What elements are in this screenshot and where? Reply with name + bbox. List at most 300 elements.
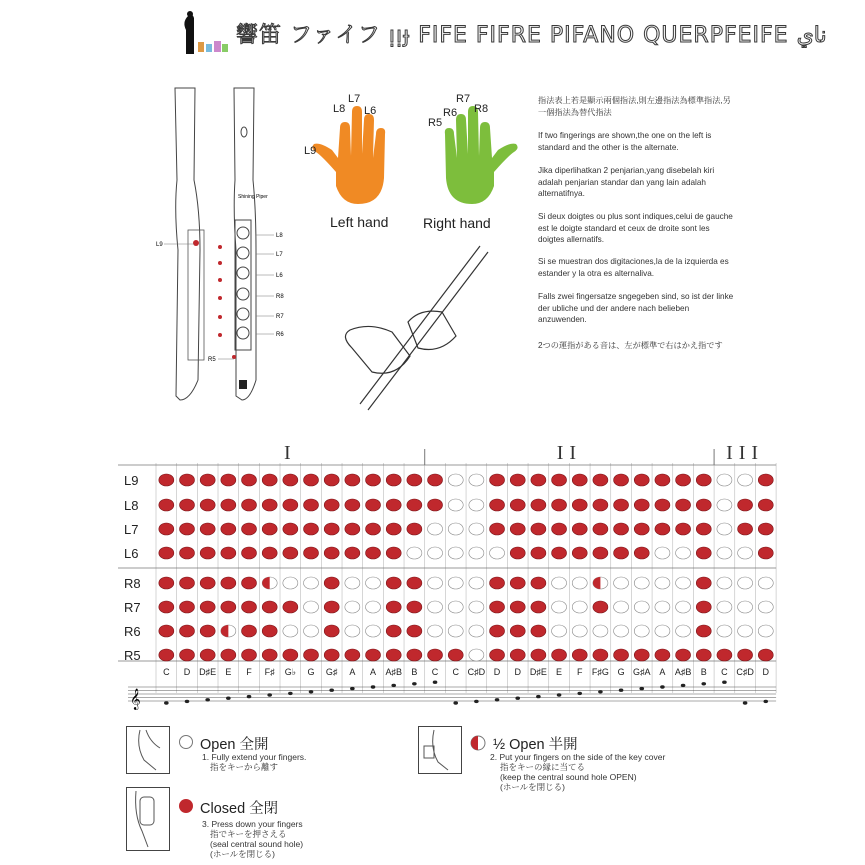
closed-hole bbox=[510, 625, 525, 637]
closed-hole bbox=[345, 547, 360, 559]
closed-hole bbox=[593, 499, 608, 511]
banner-title: 響笛 ファイフ ᴉᴉɟ FIFE FIFRE PIFANO QUERPFEIFE ناي bbox=[236, 23, 827, 48]
closed-hole bbox=[655, 649, 670, 661]
closed-hole bbox=[531, 577, 546, 589]
open-hole bbox=[738, 474, 753, 486]
closed-hole bbox=[221, 601, 236, 613]
note-label: G♯ bbox=[325, 667, 338, 677]
note-japanese: 2つの運指がある音は、左が標準で右はかえ指です bbox=[538, 341, 723, 350]
closed-hole bbox=[324, 547, 339, 559]
open-symbol-icon bbox=[179, 735, 193, 749]
closed-hole bbox=[386, 499, 401, 511]
staff-note bbox=[288, 692, 293, 695]
closed-hole bbox=[696, 625, 711, 637]
closed-hole bbox=[552, 474, 567, 486]
open-hole bbox=[448, 499, 463, 511]
closed-hole bbox=[593, 474, 608, 486]
closed-hole bbox=[200, 523, 215, 535]
open-hole bbox=[593, 625, 608, 637]
open-hole bbox=[614, 577, 629, 589]
open-hole bbox=[758, 577, 773, 589]
note-label: F♯ bbox=[264, 667, 275, 677]
closed-hole bbox=[180, 547, 195, 559]
closed-hole bbox=[242, 649, 257, 661]
staff-note bbox=[474, 700, 479, 703]
open-hole bbox=[428, 601, 443, 613]
closed-hole bbox=[345, 523, 360, 535]
staff-note bbox=[577, 692, 582, 695]
closed-hole bbox=[490, 625, 505, 637]
open-hole bbox=[469, 523, 484, 535]
closed-hole bbox=[345, 649, 360, 661]
closed-hole bbox=[593, 547, 608, 559]
closed-hole bbox=[696, 601, 711, 613]
note-label: D bbox=[493, 667, 501, 677]
note-label: F♯G bbox=[591, 667, 609, 677]
note-label: E bbox=[225, 667, 232, 677]
staff-note bbox=[309, 690, 314, 693]
staff-note bbox=[164, 701, 169, 704]
staff-note bbox=[433, 681, 438, 684]
closed-hole bbox=[407, 601, 422, 613]
closed-hole bbox=[180, 523, 195, 535]
closed-hole bbox=[696, 499, 711, 511]
open-hole bbox=[655, 601, 670, 613]
closed-hole bbox=[283, 601, 298, 613]
open-hole bbox=[469, 625, 484, 637]
staff-note bbox=[763, 700, 768, 703]
open-hole bbox=[758, 601, 773, 613]
open-hole bbox=[552, 601, 567, 613]
staff-note bbox=[536, 695, 541, 698]
open-hole bbox=[676, 625, 691, 637]
closed-hole bbox=[386, 474, 401, 486]
closed-hole bbox=[180, 499, 195, 511]
open-hole bbox=[614, 601, 629, 613]
closed-hole bbox=[510, 523, 525, 535]
open-hole bbox=[469, 474, 484, 486]
closed-hole bbox=[262, 547, 277, 559]
open-hole bbox=[469, 601, 484, 613]
closed-hole bbox=[386, 577, 401, 589]
closed-hole bbox=[345, 474, 360, 486]
closed-finger-icon bbox=[126, 787, 170, 851]
closed-hole bbox=[510, 601, 525, 613]
fingering-chart bbox=[118, 435, 770, 715]
closed-hole bbox=[221, 523, 236, 535]
note-label: D♯E bbox=[529, 667, 547, 677]
closed-hole bbox=[510, 577, 525, 589]
treble-clef-icon: 𝄞 bbox=[130, 689, 141, 710]
closed-hole bbox=[448, 649, 463, 661]
closed-hole bbox=[407, 474, 422, 486]
closed-hole bbox=[407, 577, 422, 589]
closed-hole bbox=[283, 523, 298, 535]
finger-label-r7: R7 bbox=[456, 93, 471, 105]
staff-note bbox=[267, 693, 272, 696]
closed-desc-3: (seal central sound hole) bbox=[210, 839, 304, 849]
closed-hole bbox=[242, 601, 257, 613]
open-hole bbox=[634, 601, 649, 613]
finger-label-l7: L7 bbox=[348, 93, 361, 105]
note-label: A bbox=[659, 667, 666, 677]
title-banner bbox=[172, 8, 827, 56]
open-hole bbox=[614, 625, 629, 637]
half-hole bbox=[593, 577, 601, 589]
open-hole bbox=[552, 625, 567, 637]
closed-hole bbox=[614, 474, 629, 486]
open-hole bbox=[738, 547, 753, 559]
note-label: D bbox=[514, 667, 521, 677]
closed-hole bbox=[531, 625, 546, 637]
open-hole bbox=[676, 601, 691, 613]
staff-note bbox=[557, 693, 562, 696]
closed-hole bbox=[324, 577, 339, 589]
staff-note bbox=[226, 697, 231, 700]
closed-hole bbox=[696, 649, 711, 661]
closed-hole bbox=[490, 649, 505, 661]
closed-hole bbox=[242, 499, 257, 511]
open-hole bbox=[655, 547, 670, 559]
staff-note bbox=[743, 701, 748, 704]
closed-hole bbox=[407, 523, 422, 535]
finger-label-r5: R5 bbox=[428, 117, 443, 129]
staff-note bbox=[329, 689, 334, 692]
closed-hole bbox=[428, 474, 443, 486]
label-r5: R5 bbox=[208, 357, 216, 363]
section-label: I bbox=[284, 442, 297, 464]
half-desc-4: (ホールを閉じる) bbox=[500, 782, 565, 792]
staff-note bbox=[350, 687, 355, 690]
note-label: G bbox=[617, 667, 625, 677]
closed-hole bbox=[180, 474, 195, 486]
row-label: L6 bbox=[124, 546, 139, 561]
note-label: B bbox=[700, 667, 707, 677]
half-desc-3: (keep the central sound hole OPEN) bbox=[500, 772, 637, 782]
label-r7: R7 bbox=[276, 314, 284, 320]
section-label: III bbox=[726, 442, 765, 464]
note-label: A bbox=[370, 667, 377, 677]
closed-hole bbox=[655, 474, 670, 486]
closed-hole bbox=[696, 577, 711, 589]
closed-hole bbox=[345, 499, 360, 511]
closed-hole bbox=[283, 649, 298, 661]
open-hole bbox=[738, 625, 753, 637]
closed-hole bbox=[614, 499, 629, 511]
note-label: F bbox=[246, 667, 252, 677]
closed-hole bbox=[490, 601, 505, 613]
half-desc-1: 2. Put your fingers on the side of the key cover bbox=[490, 752, 666, 762]
staff-note bbox=[247, 695, 252, 698]
staff-note bbox=[495, 698, 500, 701]
open-hole bbox=[655, 577, 670, 589]
row-label: L9 bbox=[124, 473, 139, 488]
left-hand-icon bbox=[312, 106, 385, 204]
note-label: G♭ bbox=[284, 667, 296, 677]
open-hole bbox=[428, 523, 443, 535]
closed-hole bbox=[366, 474, 381, 486]
open-hole bbox=[655, 625, 670, 637]
closed-hole bbox=[758, 499, 773, 511]
closed-hole bbox=[758, 649, 773, 661]
closed-hole bbox=[200, 474, 215, 486]
open-hole bbox=[448, 523, 463, 535]
open-hole bbox=[448, 474, 463, 486]
closed-hole bbox=[386, 649, 401, 661]
open-desc-1: 1. Fully extend your fingers. bbox=[202, 752, 307, 762]
closed-desc-2: 指でキーを押さえる bbox=[210, 829, 287, 839]
label-l8: L8 bbox=[276, 233, 283, 239]
closed-hole bbox=[262, 601, 277, 613]
note-label: G bbox=[307, 667, 315, 677]
open-hole bbox=[407, 547, 422, 559]
closed-hole bbox=[490, 474, 505, 486]
staff-note bbox=[722, 681, 727, 684]
closed-hole bbox=[572, 474, 587, 486]
closed-hole bbox=[159, 547, 174, 559]
note-spanish: Si se muestran dos digitaciones,la de la izquierda es estander y la otra es alternaliva. bbox=[538, 257, 729, 278]
closed-hole bbox=[552, 649, 567, 661]
closed-hole bbox=[738, 649, 753, 661]
closed-hole bbox=[510, 499, 525, 511]
open-hole bbox=[469, 547, 484, 559]
open-hole bbox=[634, 625, 649, 637]
closed-hole bbox=[221, 474, 236, 486]
closed-hole bbox=[634, 499, 649, 511]
open-hole bbox=[758, 625, 773, 637]
staff-note bbox=[371, 685, 376, 688]
closed-hole bbox=[758, 523, 773, 535]
closed-hole bbox=[366, 499, 381, 511]
open-hole bbox=[717, 523, 732, 535]
closed-hole bbox=[242, 577, 257, 589]
closed-hole bbox=[262, 625, 277, 637]
open-hole bbox=[304, 625, 319, 637]
note-german: Falls zwei fingersatze sngegeben sind, so ist der linke der ubliche und der andere nach belieben anzuwenden. bbox=[538, 292, 734, 324]
closed-hole bbox=[490, 499, 505, 511]
section-label: II bbox=[556, 442, 583, 464]
closed-hole bbox=[572, 523, 587, 535]
cat-silhouette-icon bbox=[172, 8, 232, 56]
note-label: C bbox=[452, 667, 459, 677]
closed-hole bbox=[531, 547, 546, 559]
closed-hole bbox=[366, 649, 381, 661]
note-label: D bbox=[183, 667, 191, 677]
closed-hole bbox=[386, 601, 401, 613]
half-open-title: ½ Open 半開 bbox=[493, 737, 578, 753]
half-finger-icon bbox=[418, 726, 462, 774]
note-label: E bbox=[556, 667, 563, 677]
closed-hole bbox=[242, 547, 257, 559]
closed-hole bbox=[200, 649, 215, 661]
closed-hole bbox=[428, 499, 443, 511]
closed-hole bbox=[510, 547, 525, 559]
closed-hole bbox=[221, 547, 236, 559]
right-hand-icon bbox=[445, 106, 518, 204]
closed-hole bbox=[676, 474, 691, 486]
closed-hole bbox=[304, 649, 319, 661]
closed-hole bbox=[180, 601, 195, 613]
open-hole bbox=[283, 625, 298, 637]
closed-hole bbox=[262, 474, 277, 486]
open-hole bbox=[283, 577, 298, 589]
closed-hole bbox=[552, 499, 567, 511]
closed-hole bbox=[242, 625, 257, 637]
closed-hole bbox=[200, 577, 215, 589]
closed-hole bbox=[159, 577, 174, 589]
closed-hole bbox=[283, 474, 298, 486]
closed-hole bbox=[572, 649, 587, 661]
finger-label-l9: L9 bbox=[304, 145, 317, 157]
closed-hole bbox=[428, 649, 443, 661]
closed-hole bbox=[366, 523, 381, 535]
staff-note bbox=[660, 685, 665, 688]
closed-hole bbox=[200, 625, 215, 637]
closed-hole bbox=[283, 499, 298, 511]
fife-diagram bbox=[150, 80, 300, 410]
closed-hole bbox=[717, 649, 732, 661]
staff-note bbox=[598, 690, 603, 693]
closed-hole bbox=[324, 625, 339, 637]
open-hole bbox=[448, 601, 463, 613]
closed-hole bbox=[221, 649, 236, 661]
note-label: C bbox=[721, 667, 728, 677]
closed-hole bbox=[490, 577, 505, 589]
closed-hole bbox=[696, 547, 711, 559]
closed-hole bbox=[324, 601, 339, 613]
open-finger-icon bbox=[126, 726, 170, 774]
closed-hole bbox=[262, 499, 277, 511]
label-l6: L6 bbox=[276, 273, 283, 279]
closed-hole bbox=[324, 499, 339, 511]
open-hole bbox=[428, 547, 443, 559]
closed-hole bbox=[634, 523, 649, 535]
open-hole bbox=[469, 499, 484, 511]
player-hands-fife-icon bbox=[345, 246, 488, 410]
open-hole bbox=[304, 577, 319, 589]
closed-hole bbox=[552, 523, 567, 535]
closed-hole bbox=[407, 649, 422, 661]
closed-hole bbox=[614, 523, 629, 535]
open-hole bbox=[572, 601, 587, 613]
staff-note bbox=[412, 682, 417, 685]
closed-hole bbox=[324, 523, 339, 535]
closed-hole bbox=[159, 601, 174, 613]
open-hole bbox=[428, 577, 443, 589]
staff-note bbox=[701, 682, 706, 685]
closed-hole bbox=[738, 523, 753, 535]
closed-hole bbox=[159, 474, 174, 486]
open-hole bbox=[366, 625, 381, 637]
row-label: R5 bbox=[124, 648, 141, 663]
open-hole bbox=[448, 625, 463, 637]
closed-hole bbox=[758, 474, 773, 486]
closed-hole bbox=[159, 625, 174, 637]
open-hole bbox=[428, 625, 443, 637]
staff-note bbox=[205, 698, 210, 701]
closed-hole bbox=[242, 523, 257, 535]
finger-label-l8: L8 bbox=[333, 103, 346, 115]
open-hole bbox=[676, 547, 691, 559]
closed-hole bbox=[614, 547, 629, 559]
closed-hole bbox=[676, 523, 691, 535]
hands-diagram bbox=[300, 86, 530, 416]
closed-hole bbox=[221, 577, 236, 589]
open-hole bbox=[448, 547, 463, 559]
half-hole bbox=[262, 577, 270, 589]
closed-hole bbox=[593, 601, 608, 613]
closed-hole bbox=[634, 474, 649, 486]
open-hole bbox=[552, 577, 567, 589]
open-hole bbox=[366, 577, 381, 589]
finger-label-r8: R8 bbox=[474, 103, 489, 115]
row-label: R6 bbox=[124, 624, 141, 639]
open-hole bbox=[717, 625, 732, 637]
open-hole bbox=[345, 625, 360, 637]
closed-hole bbox=[490, 523, 505, 535]
open-hole bbox=[572, 577, 587, 589]
closed-hole bbox=[655, 499, 670, 511]
closed-hole bbox=[696, 523, 711, 535]
open-hole bbox=[448, 577, 463, 589]
closed-hole bbox=[180, 625, 195, 637]
closed-hole bbox=[262, 523, 277, 535]
closed-hole bbox=[676, 499, 691, 511]
open-hole bbox=[738, 577, 753, 589]
open-hole bbox=[717, 547, 732, 559]
closed-hole bbox=[242, 474, 257, 486]
closed-hole bbox=[676, 649, 691, 661]
note-label: C♯D bbox=[467, 667, 486, 677]
note-label: A♯B bbox=[674, 667, 692, 677]
note-label: A bbox=[349, 667, 356, 677]
closed-hole bbox=[304, 474, 319, 486]
open-hole bbox=[469, 577, 484, 589]
closed-hole bbox=[634, 649, 649, 661]
note-indonesian: Jika diperlihatkan 2 penjarian,yang disebelah kiri adalah penjarian standar dan yang lain adalah alternatifnya. bbox=[538, 166, 715, 198]
closed-hole bbox=[552, 547, 567, 559]
closed-hole bbox=[159, 649, 174, 661]
closed-hole bbox=[304, 523, 319, 535]
row-label: R8 bbox=[124, 576, 141, 591]
open-hole bbox=[738, 601, 753, 613]
open-hole bbox=[366, 601, 381, 613]
finger-label-r6: R6 bbox=[443, 107, 458, 119]
note-label: D bbox=[762, 667, 770, 677]
row-label: L8 bbox=[124, 498, 139, 513]
closed-hole bbox=[614, 649, 629, 661]
closed-desc-4: (ホールを閉じる) bbox=[210, 849, 275, 859]
note-french: Si deux doigtes ou plus sont indiques,celui de gauche est le doigte standard et ceux de droite sont les doigtes allernatifs. bbox=[538, 212, 733, 244]
closed-hole bbox=[634, 547, 649, 559]
closed-hole bbox=[572, 547, 587, 559]
open-hole bbox=[717, 499, 732, 511]
open-hole bbox=[717, 474, 732, 486]
closed-hole bbox=[593, 523, 608, 535]
open-hole bbox=[634, 577, 649, 589]
note-label: C♯D bbox=[736, 667, 754, 677]
open-hole bbox=[572, 625, 587, 637]
closed-hole bbox=[758, 547, 773, 559]
row-label: L7 bbox=[124, 522, 139, 537]
closed-hole bbox=[531, 601, 546, 613]
left-hand-caption: Left hand bbox=[330, 214, 389, 230]
staff-note bbox=[453, 701, 458, 704]
staff-note bbox=[391, 684, 396, 687]
closed-hole bbox=[531, 523, 546, 535]
closed-hole bbox=[221, 499, 236, 511]
closed-hole bbox=[159, 499, 174, 511]
